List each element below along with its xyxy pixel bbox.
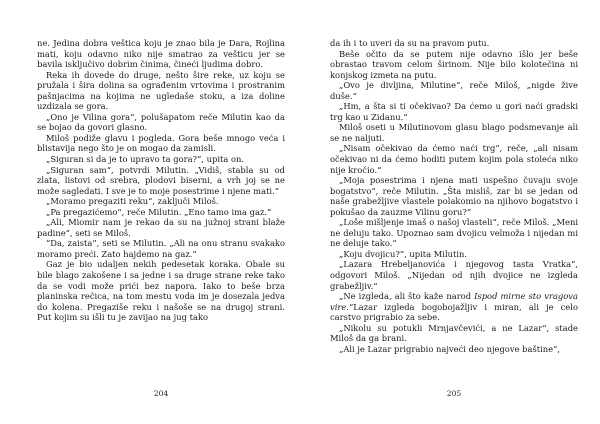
right-page-text: [330, 38, 578, 418]
paragraph: “Da, zaista”, seti se Milutin. „Ali na onu stranu svakako moramo preći. Zato hajdemo na gaz.“: [37, 238, 285, 259]
paragraph: „Ono je Vilina gora“, polušapatom reče Milutin kao da se bojao da govori glasno.: [37, 111, 285, 133]
paragraph: da ih i to uveri da su na pravom putu.: [330, 38, 490, 48]
italic-phrase: Ispod mirne sto: [474, 291, 542, 302]
paragraph: „Moja posestrima i njena mati uspešno čuvaju svoje bogatstvo“, reče Milutin. „Šta misliš, zar bi se jedan od naše grabežljive vlastele polakomio na njihovo bogatstvo i pokušao da zauzme Vilinu goru?“: [330, 175, 578, 217]
paragraph: „Nisam očekivao da ćemo naći trg“, reče, „ali nisam očekivao ni da ćemo hoditi putem kojim pola stoleća niko nije kročio.“: [330, 143, 578, 175]
paragraph-segment: “Lazar izgleda bogobojažljiv i miran, ali je celo carstvo prigrabio za sebe.: [330, 301, 578, 323]
paragraph-with-italic: [330, 291, 578, 323]
paragraph: „Ali je Lazar prigrabio najveći deo njegove baštine“,: [339, 343, 560, 354]
paragraph: „Pa pregazićemo“, reče Milutin. „Eno tamo ima gaz.“: [46, 206, 272, 217]
paragraph-segment: „Ne izgleda, ali što kaže narod: [339, 291, 472, 302]
page-number-left: 204: [153, 389, 169, 398]
paragraph: „Hm, a šta si ti očekivao? Da ćemo u gori naći gradski trg kao u Zidanu.“: [330, 101, 578, 122]
paragraph: „Koju dvojicu?“, upita Milutin.: [339, 248, 468, 259]
left-page-text: [37, 38, 285, 418]
paragraph: „Lazara Hrebeljanovića i njegovog tasta Vratka“, odgovori Miloš. „Nijedan od njih dvojice ne izgleda grabežljiv.“: [330, 259, 578, 291]
paragraph: „Loše mišljenje imaš o našoj vlasteli“, reče Miloš. „Meni ne deluju tako. Upoznao sam dvojicu velmoža i nijedan mi ne deluje tako.“: [330, 217, 578, 249]
paragraph: Miloš podiže glavu i pogleda. Gora beše mnogo veća i blistavija nego što je on mogao da zamisli.: [37, 132, 285, 154]
paragraph: ne. Jedina dobra veštica koju je znao bila je Dara, Rojlina mati, koju odavno niko nije smatrao za vešticu jer se bavila isključivo dobrim činima, čineći ljudima dobro.: [37, 38, 285, 70]
paragraph: Gaz je bio udaljen nekih pedesetak koraka. Obale su bile blago zakošene i sa jedne i sa druge strane reke tako da se vodi može prići bez napora. Iako to beše brza planinska rečica, na tom mestu voda im je dosezala jedva do kolena. Pregaziše reku i našoše se na drugoj strani. Put kojim su išli tu je zavijao na jug tako: [37, 259, 285, 323]
paragraph: „Nikolu su potukli Mrnjavčevići, a ne Lazar“, stade Miloš da ga brani.: [330, 322, 578, 344]
paragraph: „Siguran si da je to upravo ta gora?“, upita on.: [46, 154, 245, 165]
paragraph: „Ali, Miomir nam je rekao da su na južnoj strani blaže padine“, seti se Miloš.: [37, 217, 285, 238]
paragraph: „Siguran sam“, potvrdi Milutin. „Vidiš, stabla su od zlata, listovi od srebra, plodovi biserni, a vrh joj se ne može sagledati. I sve je to moje posestrime i njene mati.“: [37, 164, 285, 196]
paragraph: Reka ih dovede do druge, nešto šire reke, uz koju se pružala i šira dolina sa ograđenim vrtovima i prostranim pašnjacima na kojima ne ugledaše stoku, a iza doline uzdizala se gora.: [37, 69, 285, 112]
paragraph: „Moramo pregaziti reku“, zaključi Miloš.: [46, 196, 219, 207]
paragraph: Beše očito da se putem nije odavno išlo jer beše obrastao travom celom širinom. Nije bilo kolotečina ni konjskog izmeta na putu.: [330, 48, 578, 80]
page-number-right: 205: [446, 389, 462, 398]
paragraph: „Ovo je divljina, Milutine“, reče Miloš, „nigde žive duše.“: [330, 80, 578, 101]
italic-phrase-end: vragova vire.: [330, 291, 578, 312]
paragraph: Miloš oseti u Milutinovom glasu blago podsmevanje ali se ne naljuti.: [330, 122, 578, 143]
